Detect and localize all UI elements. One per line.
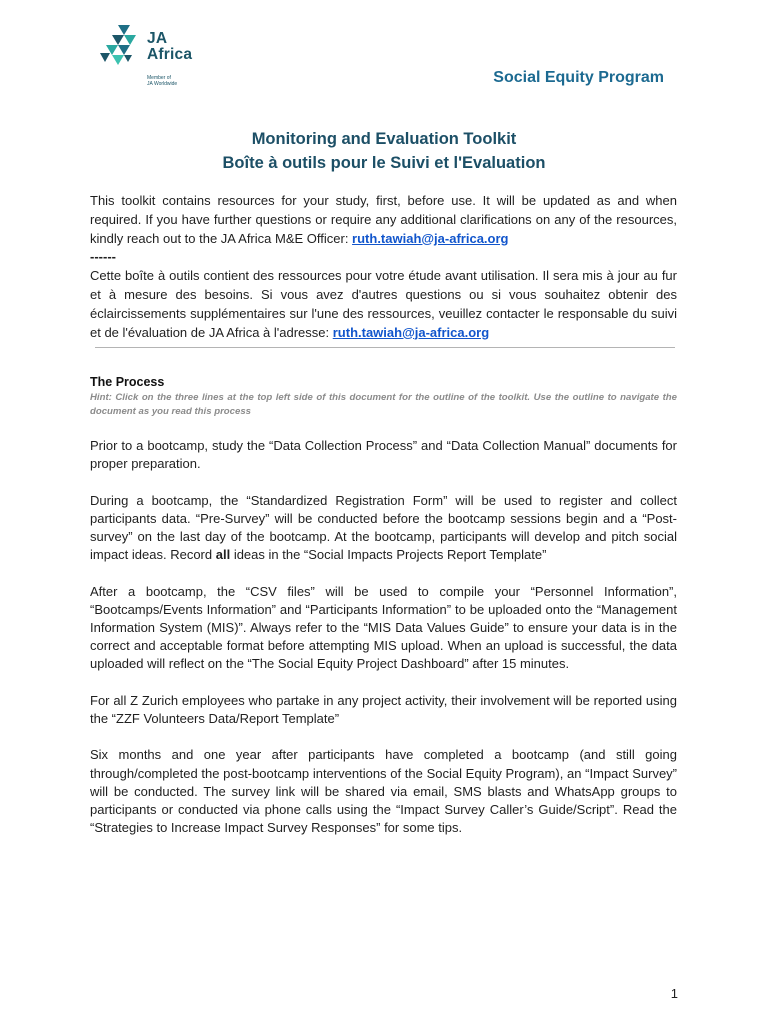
paragraph-zurich-employees: For all Z Zurich employees who partake in any project activity, their involvement will be reported using the “ZZF Volunteers Data/Report Template” (90, 692, 677, 726)
intro-french: Cette boîte à outils contient des ressources pour votre étude avant utilisation. Il sera mis à jour au fur et à mesure des besoins. Si vous avez d'autres questions ou si vous souhaitez obtenir des éclaircissements supplémentaires sur l'une des ressources, veuillez contacter le responsable du suivi et de l'évaluation de JA Africa à l'adresse: (90, 268, 677, 340)
intro-english: This toolkit contains resources for your study, first, before use. It will be updated as and when required. If you have further questions or require any additional clarifications on any of the resources, kindly reach out to the JA Africa M&E Officer: (90, 193, 677, 246)
logo-wordmark: JA Africa (147, 30, 193, 63)
ja-africa-logo (100, 23, 210, 93)
ja-africa-logo-icon (100, 23, 140, 71)
paragraph-during-bootcamp: During a bootcamp, the “Standardized Registration Form” will be used to register and collect participants data. “Pre-Survey” will be conducted before the bootcamp sessions begin and a “Post-survey” on the last day of the bootcamp. At the bootcamp, participants will develop and pitch social impact ideas. Record all ideas in the “Social Impacts Projects Report Template” (90, 492, 677, 563)
email-link-fr[interactable]: ruth.tawiah@ja-africa.org (332, 324, 490, 340)
logo-member-text: Member of JA Worldwide (147, 75, 178, 87)
process-hint: Hint: Click on the three lines at the top left side of this document for the outline of the toolkit. Use the outline to navigate the document as you read this process (90, 392, 677, 417)
program-title: Social Equity Program (493, 69, 664, 86)
document-title (0, 127, 768, 175)
email-link-en[interactable]: ruth.tawiah@ja-africa.org (352, 230, 509, 246)
paragraph-after-bootcamp: After a bootcamp, the “CSV files” will be used to compile your “Personnel Information”, “Bootcamps/Events Information” and “Participants Information” to be uploaded onto the “Management Information System (MIS)”. Always refer to the “MIS Data Values Guide” to ensure your data is in the correct and acceptable format before attempting MIS upload. When an upload is successful, the data uploaded will reflect on the “The Social Equity Project Dashboard” after 15 minutes. (90, 583, 677, 672)
title-english: Monitoring and Evaluation Toolkit (251, 130, 517, 148)
process-heading: The Process (90, 375, 165, 389)
intro-section (90, 192, 677, 342)
paragraph-before-bootcamp: Prior to a bootcamp, study the “Data Collection Process” and “Data Collection Manual” documents for proper preparation. (90, 438, 677, 472)
page-number: 1 (670, 986, 678, 1001)
process-body (90, 437, 677, 856)
title-french: Boîte à outils pour le Suivi et l'Evaluation (222, 154, 546, 172)
separator: ------ (90, 249, 116, 265)
paragraph-impact-survey: Six months and one year after participants have completed a bootcamp (and still going through/completed the post-bootcamp interventions of the Social Equity Program), an “Impact Survey” will be conducted. The survey link will be shared via email, SMS blasts and WhatsApp groups to participants or conducted via phone calls using the “Impact Survey Caller’s Guide/Script”. Read the “Strategies to Increase Impact Survey Responses” for some tips. (90, 747, 677, 836)
process-section (90, 374, 677, 418)
horizontal-divider (95, 347, 675, 348)
